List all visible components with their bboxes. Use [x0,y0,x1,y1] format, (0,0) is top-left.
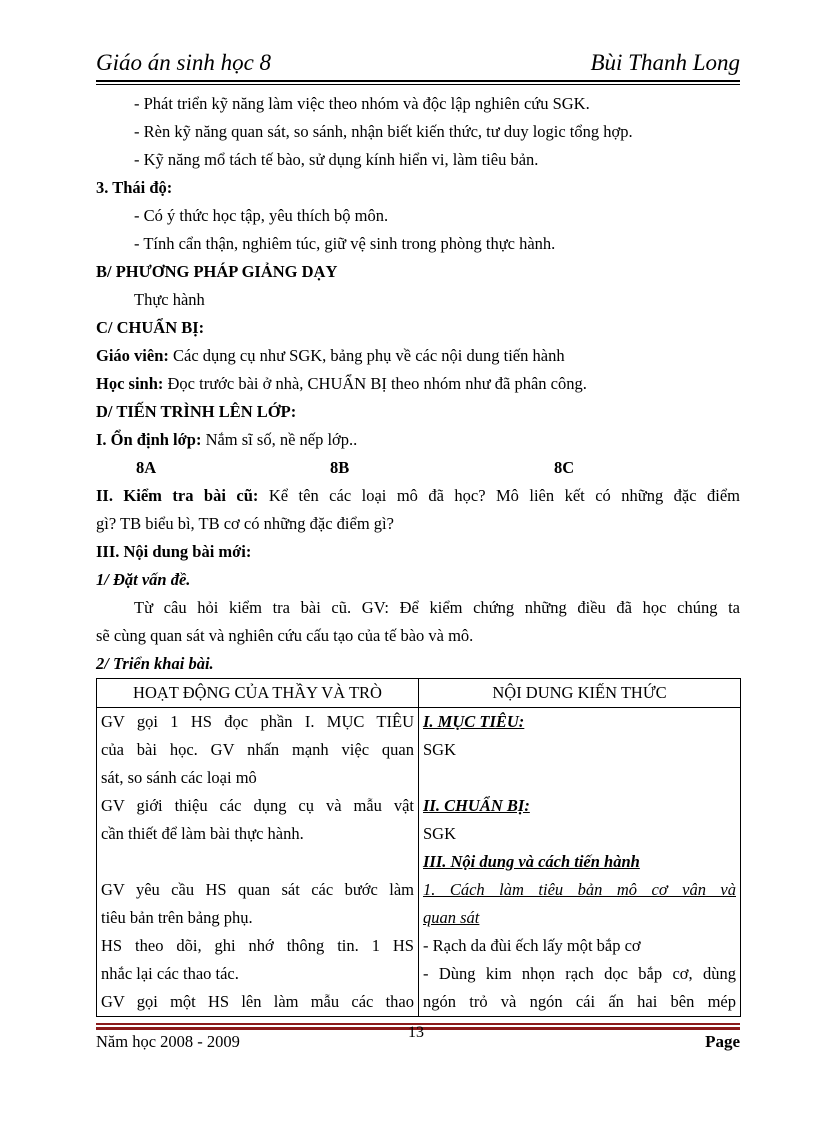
content-heading-procedure: III. Nội dung và cách tiến hành [423,852,640,871]
footer-page-label: Page [705,1032,740,1051]
activity-line: nhắc lại các thao tác. [101,964,239,983]
activity-line: của bài học. GV nhấn mạnh việc quan [101,740,414,759]
page-header [96,46,740,80]
document-body [96,90,740,678]
header-rule-thick [96,80,740,82]
section-b-heading: B/ PHƯƠNG PHÁP GIẢNG DẠY [96,262,338,281]
new-lesson-heading: III. Nội dung bài mới: [96,542,252,561]
activity-line: cần thiết để làm bài thực hành. [101,824,304,843]
attitude-line-1: - Có ý thức học tập, yêu thích bộ môn. [134,206,389,225]
content-line: SGK [423,824,457,843]
content-heading-preparation: II. CHUẨN BỊ: [423,796,530,815]
check-line-2: gì? TB biểu bì, TB cơ có những đặc điểm gì? [96,514,394,533]
header-rule-thin [96,84,740,85]
intro-line-1: Từ câu hỏi kiểm tra bài cũ. GV: Để kiểm chứng những điều đã học chúng ta [134,598,740,617]
table-header-row [97,679,741,708]
content-subheading-line-1: 1. Cách làm tiêu bản mô cơ vân và [423,880,736,899]
organization-line [96,426,740,454]
content-line: SGK [423,740,457,759]
content-cell [419,708,741,1017]
activity-line: GV giới thiệu các dụng cụ và mẫu vật [101,796,414,815]
class-8a: 8A [136,458,157,477]
col-header-content: NỘI DUNG KIẾN THỨC [419,679,741,708]
student-label: Học sinh: [96,374,164,393]
attitude-heading: 3. Thái độ: [96,178,173,197]
attitude-line-2: - Tính cẩn thận, nghiêm túc, giữ vệ sinh trong phòng thực hành. [134,234,556,253]
header-subject: Giáo án sinh học 8 [96,50,272,75]
content-line: ngón trỏ và ngón cái ấn hai bên mép [423,992,736,1011]
col-header-activities: HOẠT ĐỘNG CỦA THẦY VÀ TRÒ [97,679,419,708]
class-8c: 8C [554,458,575,477]
content-heading-objectives: I. MỤC TIÊU: [423,712,525,731]
activity-line: GV gọi một HS lên làm mẫu các thao [101,992,414,1011]
table-row [97,708,741,1017]
activities-cell [97,708,419,1017]
method-text: Thực hành [134,290,205,309]
content-line: - Dùng kim nhọn rạch dọc bắp cơ, dùng [423,964,736,983]
content-line [423,764,736,792]
skill-line-1: - Phát triển kỹ năng làm việc theo nhóm và độc lập nghiên cứu SGK. [134,94,590,113]
teacher-label: Giáo viên: [96,346,169,365]
class-8b: 8B [330,458,350,477]
student-text: Đọc trước bài ở nhà, CHUẨN BỊ theo nhóm như đã phân công. [163,374,587,393]
skill-line-2: - Rèn kỹ năng quan sát, so sánh, nhận biết kiến thức, tư duy logic tổng hợp. [134,122,633,141]
footer-school-year: Năm học 2008 - 2009 [96,1032,240,1051]
content-subheading-line-2: quan sát [423,908,480,927]
header-author: Bùi Thanh Long [590,50,740,75]
check-label: II. Kiểm tra bài cũ: [96,486,259,505]
content-line: - Rạch da đùi ếch lấy một bắp cơ [423,936,641,955]
teacher-line [96,342,740,370]
deploy-heading: 2/ Triển khai bài. [96,654,214,673]
section-c-heading: C/ CHUẨN BỊ: [96,318,205,337]
footer-page-number: 13 [408,1024,424,1041]
activity-line [101,848,414,876]
activity-line: sát, so sánh các loại mô [101,768,257,787]
organization-text: Nắm sĩ số, nề nếp lớp.. [201,430,358,449]
check-text-1: Kể tên các loại mô đã học? Mô liên kết có những đặc điểm [258,486,741,505]
teacher-text: Các dụng cụ như SGK, bảng phụ về các nội dung tiến hành [168,346,565,365]
section-d-heading: D/ TIẾN TRÌNH LÊN LỚP: [96,402,297,421]
check-line-1 [96,482,740,510]
activity-line: GV gọi 1 HS đọc phần I. MỤC TIÊU [101,712,414,731]
activity-line: HS theo dõi, ghi nhớ thông tin. 1 HS [101,936,414,955]
activity-line: tiêu bản trên bảng phụ. [101,908,253,927]
student-line [96,370,740,398]
intro-line-2: sẽ cùng quan sát và nghiên cứu cấu tạo của tế bào và mô. [96,626,474,645]
activity-line: GV yêu cầu HS quan sát các bước làm [101,880,414,899]
intro-heading: 1/ Đặt vấn đề. [96,570,191,589]
skill-line-3: - Kỹ năng mổ tách tế bào, sử dụng kính hiển vi, làm tiêu bản. [134,150,539,169]
organization-label: I. Ổn định lớp: [96,430,202,449]
class-list [96,454,740,482]
lesson-table [96,678,741,1017]
